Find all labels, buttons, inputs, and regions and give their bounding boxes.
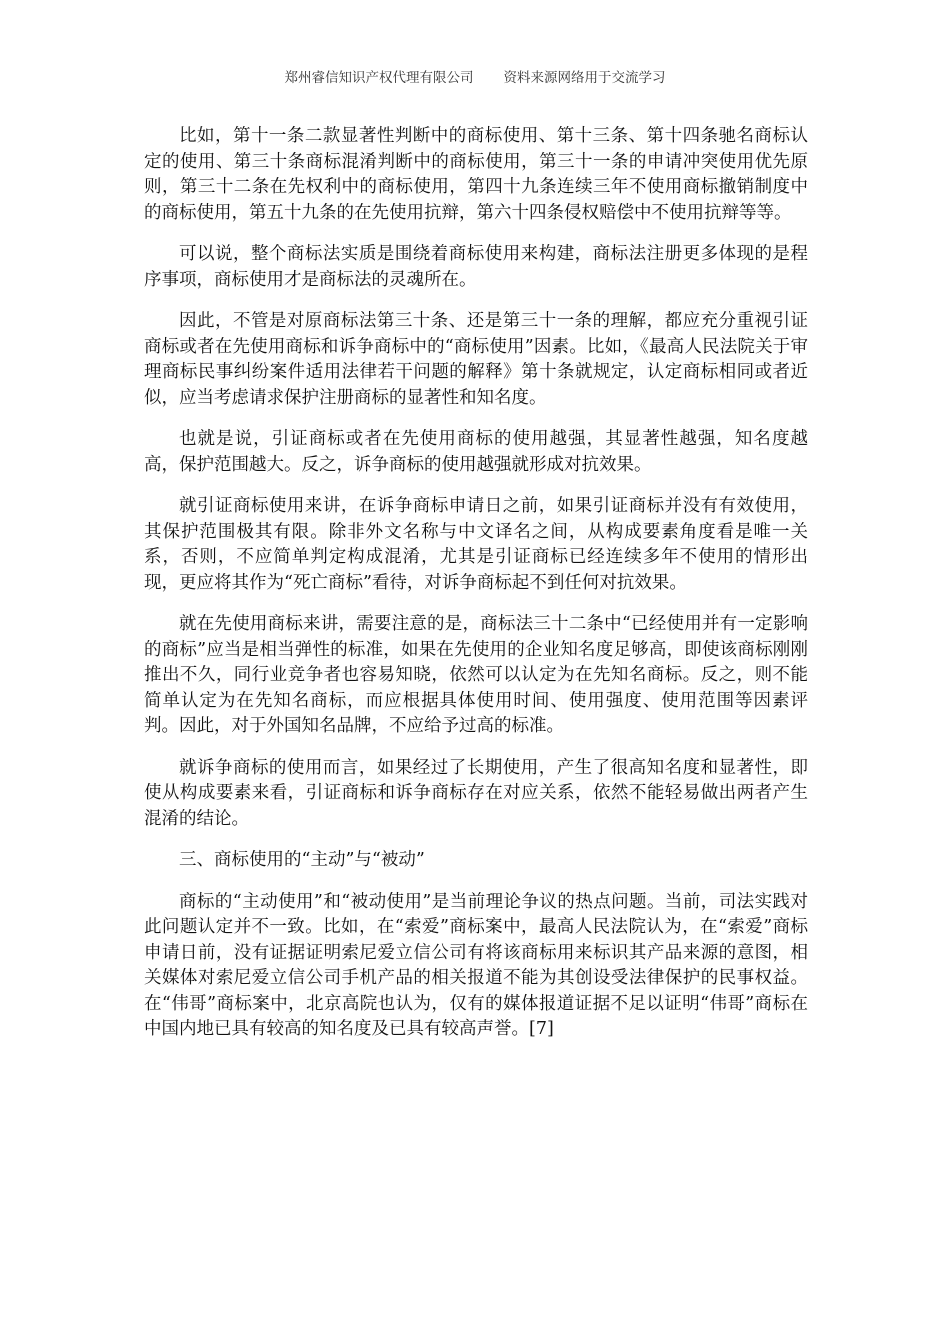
paragraph-active-passive-use: 商标的“主动使用”和“被动使用”是当前理论争议的热点问题。当前，司法实践对此问题认定并不一致。比如，在“索爱”商标案中，最高人民法院认为，在“索爱”商标申请日前，没有证据证明索尼爱立信公司有将该商标用来标识其产品来源的意图，相关媒体对索尼爱立信公司手机产品的相关报道不能为其创设受法律保护的民事权益。在“伟哥”商标案中，北京高院也认为，仅有的媒体报道证据不足以证明“伟哥”商标在中国内地已具有较高的知名度及已具有较高声誉。[7] [144,891,808,1039]
paragraph-prior-use-trademark: 就在先使用商标来讲，需要注意的是，商标法三十二条中“已经使用并有一定影响的商标”应当是相当弹性的标准，如果在先使用的企业知名度足够高，即使该商标刚刚推出不久，同行业竞争者也容易知晓，依然可以认定为在先知名商标。反之，则不能简单认定为在先知名商标，而应根据具体使用时间、使用强度、使用范围等因素评判。因此，对于外国知名品牌，不应给予过高的标准。 [144,614,808,736]
paragraph-disputed-trademark-use: 就诉争商标的使用而言，如果经过了长期使用，产生了很高知名度和显著性，即使从构成要素来看，引证商标和诉争商标存在对应关系，依然不能轻易做出两者产生混淆的结论。 [144,757,808,829]
section-heading: 三、商标使用的“主动”与“被动” [179,850,425,870]
header-source-note: 资料来源网络用于交流学习 [503,70,666,86]
paragraph-article-examples: 比如，第十一条二款显著性判断中的商标使用、第十三条、第十四条驰名商标认定的使用、第三十条商标混淆判断中的商标使用，第三十一条的申请冲突使用优先原则，第三十二条在先权利中的商标使用，第四十九条连续三年不使用商标撤销制度中的商标使用，第五十九条的在先使用抗辩，第六十四条侵权赔偿中不使用抗辩等等。 [144,126,808,223]
paragraph-protection-scope: 也就是说，引证商标或者在先使用商标的使用越强，其显著性越强，知名度越高，保护范围越大。反之，诉争商标的使用越强就形成对抗效果。 [144,429,808,475]
document-body [144,124,808,1059]
paragraph-trademark-soul: 可以说，整个商标法实质是围绕着商标使用来构建，商标法注册更多体现的是程序事项，商标使用才是商标法的灵魂所在。 [144,244,808,290]
paragraph-trademark-use-factor: 因此，不管是对原商标法第三十条、还是第三十一条的理解，都应充分重视引证商标或者在先使用商标和诉争商标中的“商标使用”因素。比如，《最高人民法院关于审理商标民事纠纷案件适用法律若干问题的解释》第十条就规定，认定商标相同或者近似，应当考虑请求保护注册商标的显著性和知名度。 [144,311,808,408]
header-company-name: 郑州睿信知识产权代理有限公司 [284,70,474,86]
page-header [0,68,950,88]
paragraph-cited-trademark-use: 就引证商标使用来讲，在诉争商标申请日之前，如果引证商标并没有有效使用，其保护范围极其有限。除非外文名称与中文译名之间，从构成要素角度看是唯一关系，否则，不应简单判定构成混淆，尤其是引证商标已经连续多年不使用的情形出现，更应将其作为“死亡商标”看待，对诉争商标起不到任何对抗效果。 [144,496,808,593]
